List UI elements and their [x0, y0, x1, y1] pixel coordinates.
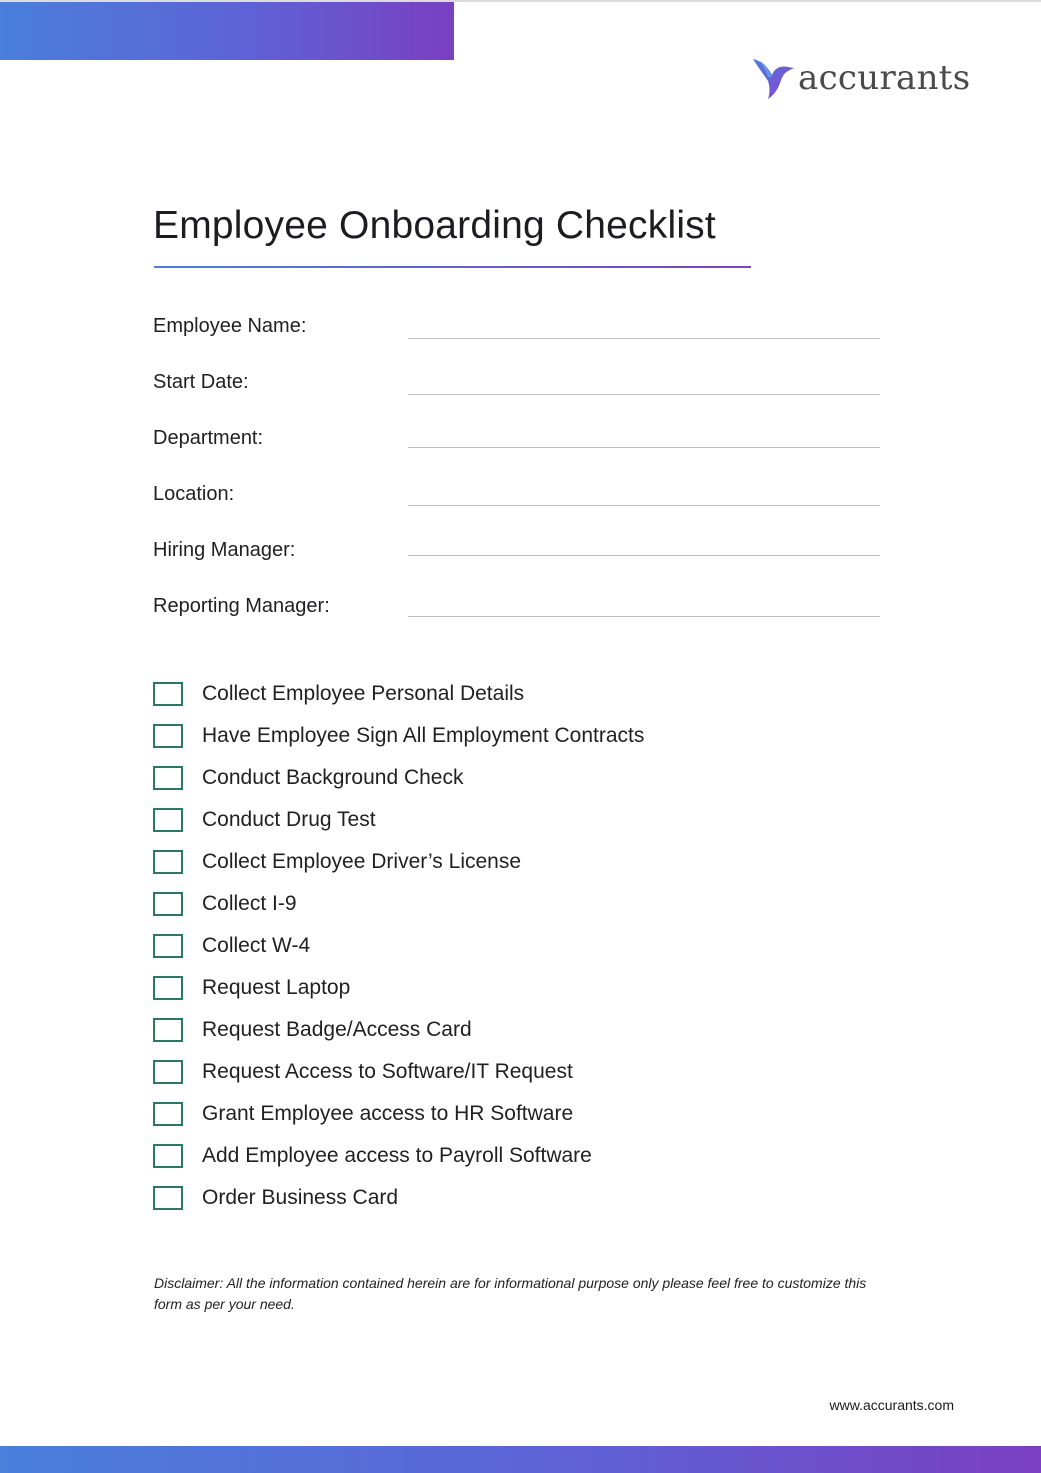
location-input-line[interactable]	[408, 505, 880, 506]
reporting-manager-field[interactable]	[153, 595, 880, 625]
brand-name: accurants	[798, 58, 971, 98]
department-input-line[interactable]	[408, 447, 880, 448]
checkbox[interactable]	[153, 1102, 183, 1126]
checklist-item[interactable]	[153, 1144, 853, 1172]
checklist-item[interactable]	[153, 1018, 853, 1046]
footer-gradient-bar	[0, 1446, 1041, 1473]
checklist-item[interactable]	[153, 850, 853, 878]
checkbox[interactable]	[153, 682, 183, 706]
checklist-item-label: Collect I-9	[202, 892, 297, 915]
checklist-item-label: Have Employee Sign All Employment Contracts	[202, 724, 645, 747]
checkbox[interactable]	[153, 850, 183, 874]
department-field[interactable]	[153, 427, 880, 457]
field-label: Location:	[153, 483, 235, 505]
field-label: Hiring Manager:	[153, 539, 296, 561]
checklist-item-label: Conduct Drug Test	[202, 808, 376, 831]
brand-logo[interactable]	[750, 54, 970, 102]
checklist-item[interactable]	[153, 808, 853, 836]
checklist-item[interactable]	[153, 724, 853, 752]
checklist-item[interactable]	[153, 934, 853, 962]
checkbox[interactable]	[153, 892, 183, 916]
hummingbird-logo-icon	[750, 55, 796, 101]
disclaimer-text: Disclaimer: All the information contained herein are for informational purpose only please feel free to customize this form as per your need.	[154, 1275, 867, 1312]
page-title: Employee Onboarding Checklist	[153, 204, 716, 247]
location-field[interactable]	[153, 483, 880, 513]
checklist-item[interactable]	[153, 1060, 853, 1088]
checkbox[interactable]	[153, 808, 183, 832]
hiring-manager-field[interactable]	[153, 539, 880, 569]
title-underline	[154, 266, 751, 268]
start-date-field[interactable]	[153, 371, 880, 401]
checkbox[interactable]	[153, 1144, 183, 1168]
checklist-item-label: Request Badge/Access Card	[202, 1018, 472, 1041]
employee-name-input-line[interactable]	[408, 338, 880, 339]
field-label: Start Date:	[153, 371, 249, 393]
checkbox[interactable]	[153, 724, 183, 748]
checklist-item-label: Collect W-4	[202, 934, 311, 957]
checklist-item[interactable]	[153, 1102, 853, 1130]
checklist-item[interactable]	[153, 1186, 853, 1214]
checklist-item[interactable]	[153, 766, 853, 794]
checklist-item-label: Collect Employee Driver’s License	[202, 850, 522, 873]
checklist-item-label: Conduct Background Check	[202, 766, 464, 789]
reporting-manager-input-line[interactable]	[408, 616, 880, 617]
header-gradient-bar	[0, 2, 454, 60]
field-label: Employee Name:	[153, 315, 307, 337]
checkbox[interactable]	[153, 934, 183, 958]
website-link[interactable]: www.accurants.com	[829, 1397, 954, 1413]
checklist-item-label: Collect Employee Personal Details	[202, 682, 525, 705]
employee-name-field[interactable]	[153, 315, 880, 345]
checklist-item-label: Request Access to Software/IT Request	[202, 1060, 573, 1083]
checklist-item[interactable]	[153, 976, 853, 1004]
field-label: Reporting Manager:	[153, 595, 330, 617]
checkbox[interactable]	[153, 766, 183, 790]
start-date-input-line[interactable]	[408, 394, 880, 395]
checkbox[interactable]	[153, 1186, 183, 1210]
checklist-item-label: Request Laptop	[202, 976, 351, 999]
field-label: Department:	[153, 427, 264, 449]
checklist-item-label: Add Employee access to Payroll Software	[202, 1144, 592, 1167]
checklist-item-label: Grant Employee access to HR Software	[202, 1102, 574, 1125]
checklist-item[interactable]	[153, 892, 853, 920]
checkbox[interactable]	[153, 976, 183, 1000]
hiring-manager-input-line[interactable]	[408, 555, 880, 556]
checklist-item-label: Order Business Card	[202, 1186, 399, 1209]
checkbox[interactable]	[153, 1018, 183, 1042]
checklist-item[interactable]	[153, 682, 853, 710]
checkbox[interactable]	[153, 1060, 183, 1084]
